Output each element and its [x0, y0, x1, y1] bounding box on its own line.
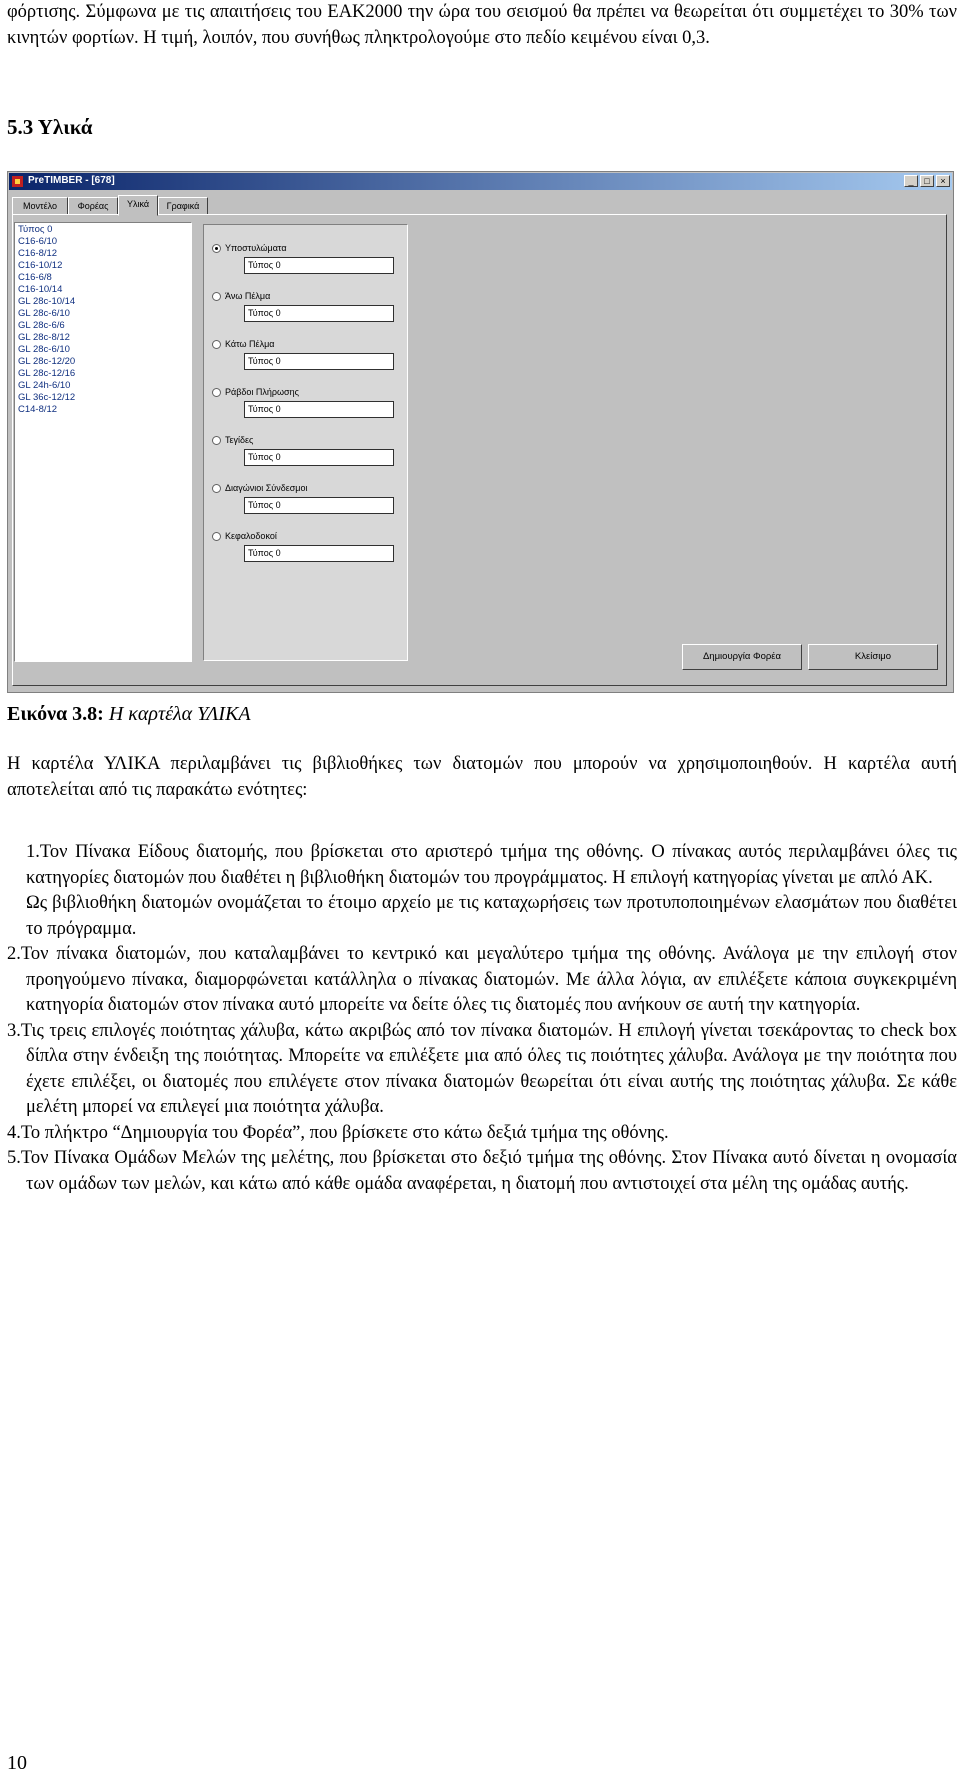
window-titlebar: [9, 173, 952, 190]
section-type-item[interactable]: Τύπος 0: [18, 224, 53, 235]
section-field[interactable]: Τύπος 0: [244, 353, 394, 370]
section-type-item[interactable]: C16-10/12: [18, 260, 63, 271]
section-type-item[interactable]: C16-6/8: [18, 272, 52, 283]
window-title: PreTIMBER - [678]: [28, 175, 115, 186]
member-group-label: Άνω Πέλμα: [225, 291, 271, 301]
radio-icon[interactable]: [212, 340, 221, 349]
member-group-option[interactable]: [212, 531, 277, 541]
section-type-item[interactable]: C16-6/10: [18, 236, 58, 247]
section-type-item[interactable]: GL 28c-10/14: [18, 296, 76, 307]
close-button[interactable]: Κλείσιμο: [808, 644, 938, 670]
radio-icon[interactable]: [212, 484, 221, 493]
list-item-text: 1.Τον Πίνακα Είδους διατομής, που βρίσκεται στο αριστερό τμήμα της οθόνης. Ο πίνακας αυτός περιλαμβάνει όλες τις κατηγορίες διατομών που διαθέτει η βιβλιοθήκη διατομών του προγράμματος. Η επιλογή κατηγορίας γίνεται με απλό ΑΚ.: [26, 842, 957, 888]
radio-icon[interactable]: [212, 244, 221, 253]
radio-icon[interactable]: [212, 388, 221, 397]
numbered-list: [7, 840, 957, 1197]
radio-icon[interactable]: [212, 292, 221, 301]
section-field[interactable]: Τύπος 0: [244, 257, 394, 274]
member-group-label: Υποστυλώματα: [225, 243, 287, 253]
member-group-label: Κεφαλοδοκοί: [225, 531, 277, 541]
list-item-extra: Ως βιβλιοθήκη διατομών ονομάζεται το έτοιμο αρχείο με τις καταχωρήσεις των προτυποποιημένων ελασμάτων που διαθέτει το πρόγραμμα.: [26, 893, 957, 939]
member-groups-panel: [203, 224, 408, 661]
caption-label: Εικόνα 3.8:: [7, 703, 104, 725]
radio-icon[interactable]: [212, 436, 221, 445]
member-group-label: Κάτω Πέλμα: [225, 339, 275, 349]
list-item: 3.Τις τρεις επιλογές ποιότητας χάλυβα, κάτω ακριβώς από τον πίνακα διατομών. Η επιλογή γίνεται τσεκάροντας το check box δίπλα στην ένδειξη της ποιότητας. Μπορείτε να επιλέξετε μια από όλες τις ποιότητες χάλυβα. Ανάλογα με την ποιότητα που έχετε επιλέξει, οι διατομές που επιλέγετε στον πίνακα διατομών θεωρείται ότι είναι αυτής της ποιότητας χάλυβα. Σε κάθε μελέτη μπορεί να επιλεγεί μια ποιότητα χάλυβα.: [7, 1020, 957, 1117]
section-type-item[interactable]: GL 28c-8/12: [18, 332, 70, 343]
tab-structure[interactable]: Φορέας: [68, 197, 118, 215]
list-item: 2.Τον πίνακα διατομών, που καταλαμβάνει το κεντρικό και μεγαλύτερο τμήμα της οθόνης. Ανάλογα με την επιλογή στον προηγούμενο πίνακα, διαμορφώνεται κατάλληλα ο πίνακας διατομών. Με άλλα λόγια, αν επιλέξετε κάποια συγκεκριμένη κατηγορία διατομών στον πίνακα αυτό μπορείτε να δείτε όλες τις διατομές που ανήκουν σε αυτή την κατηγορία.: [7, 944, 957, 1015]
figure-screenshot-window: [7, 171, 954, 693]
window-controls: [902, 175, 950, 187]
caption-text: Η καρτέλα ΥΛΙΚΑ: [103, 703, 251, 725]
section-field[interactable]: Τύπος 0: [244, 497, 394, 514]
section-type-item[interactable]: C14-8/12: [18, 404, 58, 415]
member-group-label: Τεγίδες: [225, 435, 254, 445]
description-paragraph: Η καρτέλα ΥΛΙΚΑ περιλαμβάνει τις βιβλιοθήκες των διατομών που μπορούν να χρησιμοποιηθούν. Η καρτέλα αυτή αποτελείται από τις παρακάτω ενότητες:: [7, 754, 957, 800]
member-group-option[interactable]: [212, 387, 299, 397]
member-group-option[interactable]: [212, 339, 274, 349]
create-structure-button[interactable]: Δημιουργία Φορέα: [682, 644, 802, 670]
section-heading: 5.3 Υλικά: [7, 115, 93, 139]
minimize-icon[interactable]: _: [904, 175, 918, 187]
member-group-label: Διαγώνιοι Σύνδεσμοι: [225, 483, 308, 493]
section-type-item[interactable]: C16-8/12: [18, 248, 58, 259]
section-type-item[interactable]: C16-10/14: [18, 284, 63, 295]
close-icon[interactable]: ×: [936, 175, 950, 187]
member-group-option[interactable]: [212, 435, 253, 445]
tab-materials[interactable]: Υλικά: [118, 195, 158, 216]
section-type-item[interactable]: GL 28c-6/10: [18, 308, 70, 319]
tab-graphics[interactable]: Γραφικά: [158, 197, 208, 215]
app-icon: [11, 175, 24, 188]
member-group-option[interactable]: [212, 483, 308, 493]
radio-icon[interactable]: [212, 532, 221, 541]
list-item: [7, 840, 957, 942]
section-type-item[interactable]: GL 36c-12/12: [18, 392, 76, 403]
section-type-list[interactable]: [14, 222, 192, 662]
section-type-item[interactable]: GL 28c-12/20: [18, 356, 76, 367]
tab-model[interactable]: Μοντέλο: [12, 197, 68, 215]
member-group-option[interactable]: [212, 291, 270, 301]
figure-caption: [7, 703, 251, 726]
member-group-label: Ράβδοι Πλήρωσης: [225, 387, 299, 397]
page-number: 10: [7, 1752, 27, 1774]
section-type-item[interactable]: GL 28c-6/6: [18, 320, 65, 331]
maximize-icon[interactable]: □: [920, 175, 934, 187]
section-field[interactable]: Τύπος 0: [244, 401, 394, 418]
section-type-item[interactable]: GL 28c-6/10: [18, 344, 70, 355]
member-group-option[interactable]: [212, 243, 287, 253]
section-type-item[interactable]: GL 24h-6/10: [18, 380, 71, 391]
list-item: 5.Τον Πίνακα Ομάδων Μελών της μελέτης, που βρίσκεται στο δεξιό τμήμα της οθόνης. Στον Πίνακα αυτό δίνεται η ονομασία των ομάδων των μελών, και κάτω από κάθε ομάδα αναφέρεται, η διατομή που αντιστοιχεί στα μέλη της ομάδας αυτής.: [7, 1148, 957, 1194]
list-item: 4.Το πλήκτρο “Δημιουργία του Φορέα”, που βρίσκετε στο κάτω δεξιά τμήμα της οθόνης.: [7, 1122, 669, 1143]
section-field[interactable]: Τύπος 0: [244, 545, 394, 562]
section-field[interactable]: Τύπος 0: [244, 305, 394, 322]
intro-paragraph: φόρτισης. Σύμφωνα με τις απαιτήσεις του ΕΑΚ2000 την ώρα του σεισμού θα πρέπει να θεωρείται ότι συμμετέχει το 30% των κινητών φορτίων. Η τιμή, λοιπόν, που συνήθως πληκτρολογούμε στο πεδίο κειμένου είναι 0,3.: [7, 2, 957, 48]
section-type-item[interactable]: GL 28c-12/16: [18, 368, 76, 379]
section-field[interactable]: Τύπος 0: [244, 449, 394, 466]
